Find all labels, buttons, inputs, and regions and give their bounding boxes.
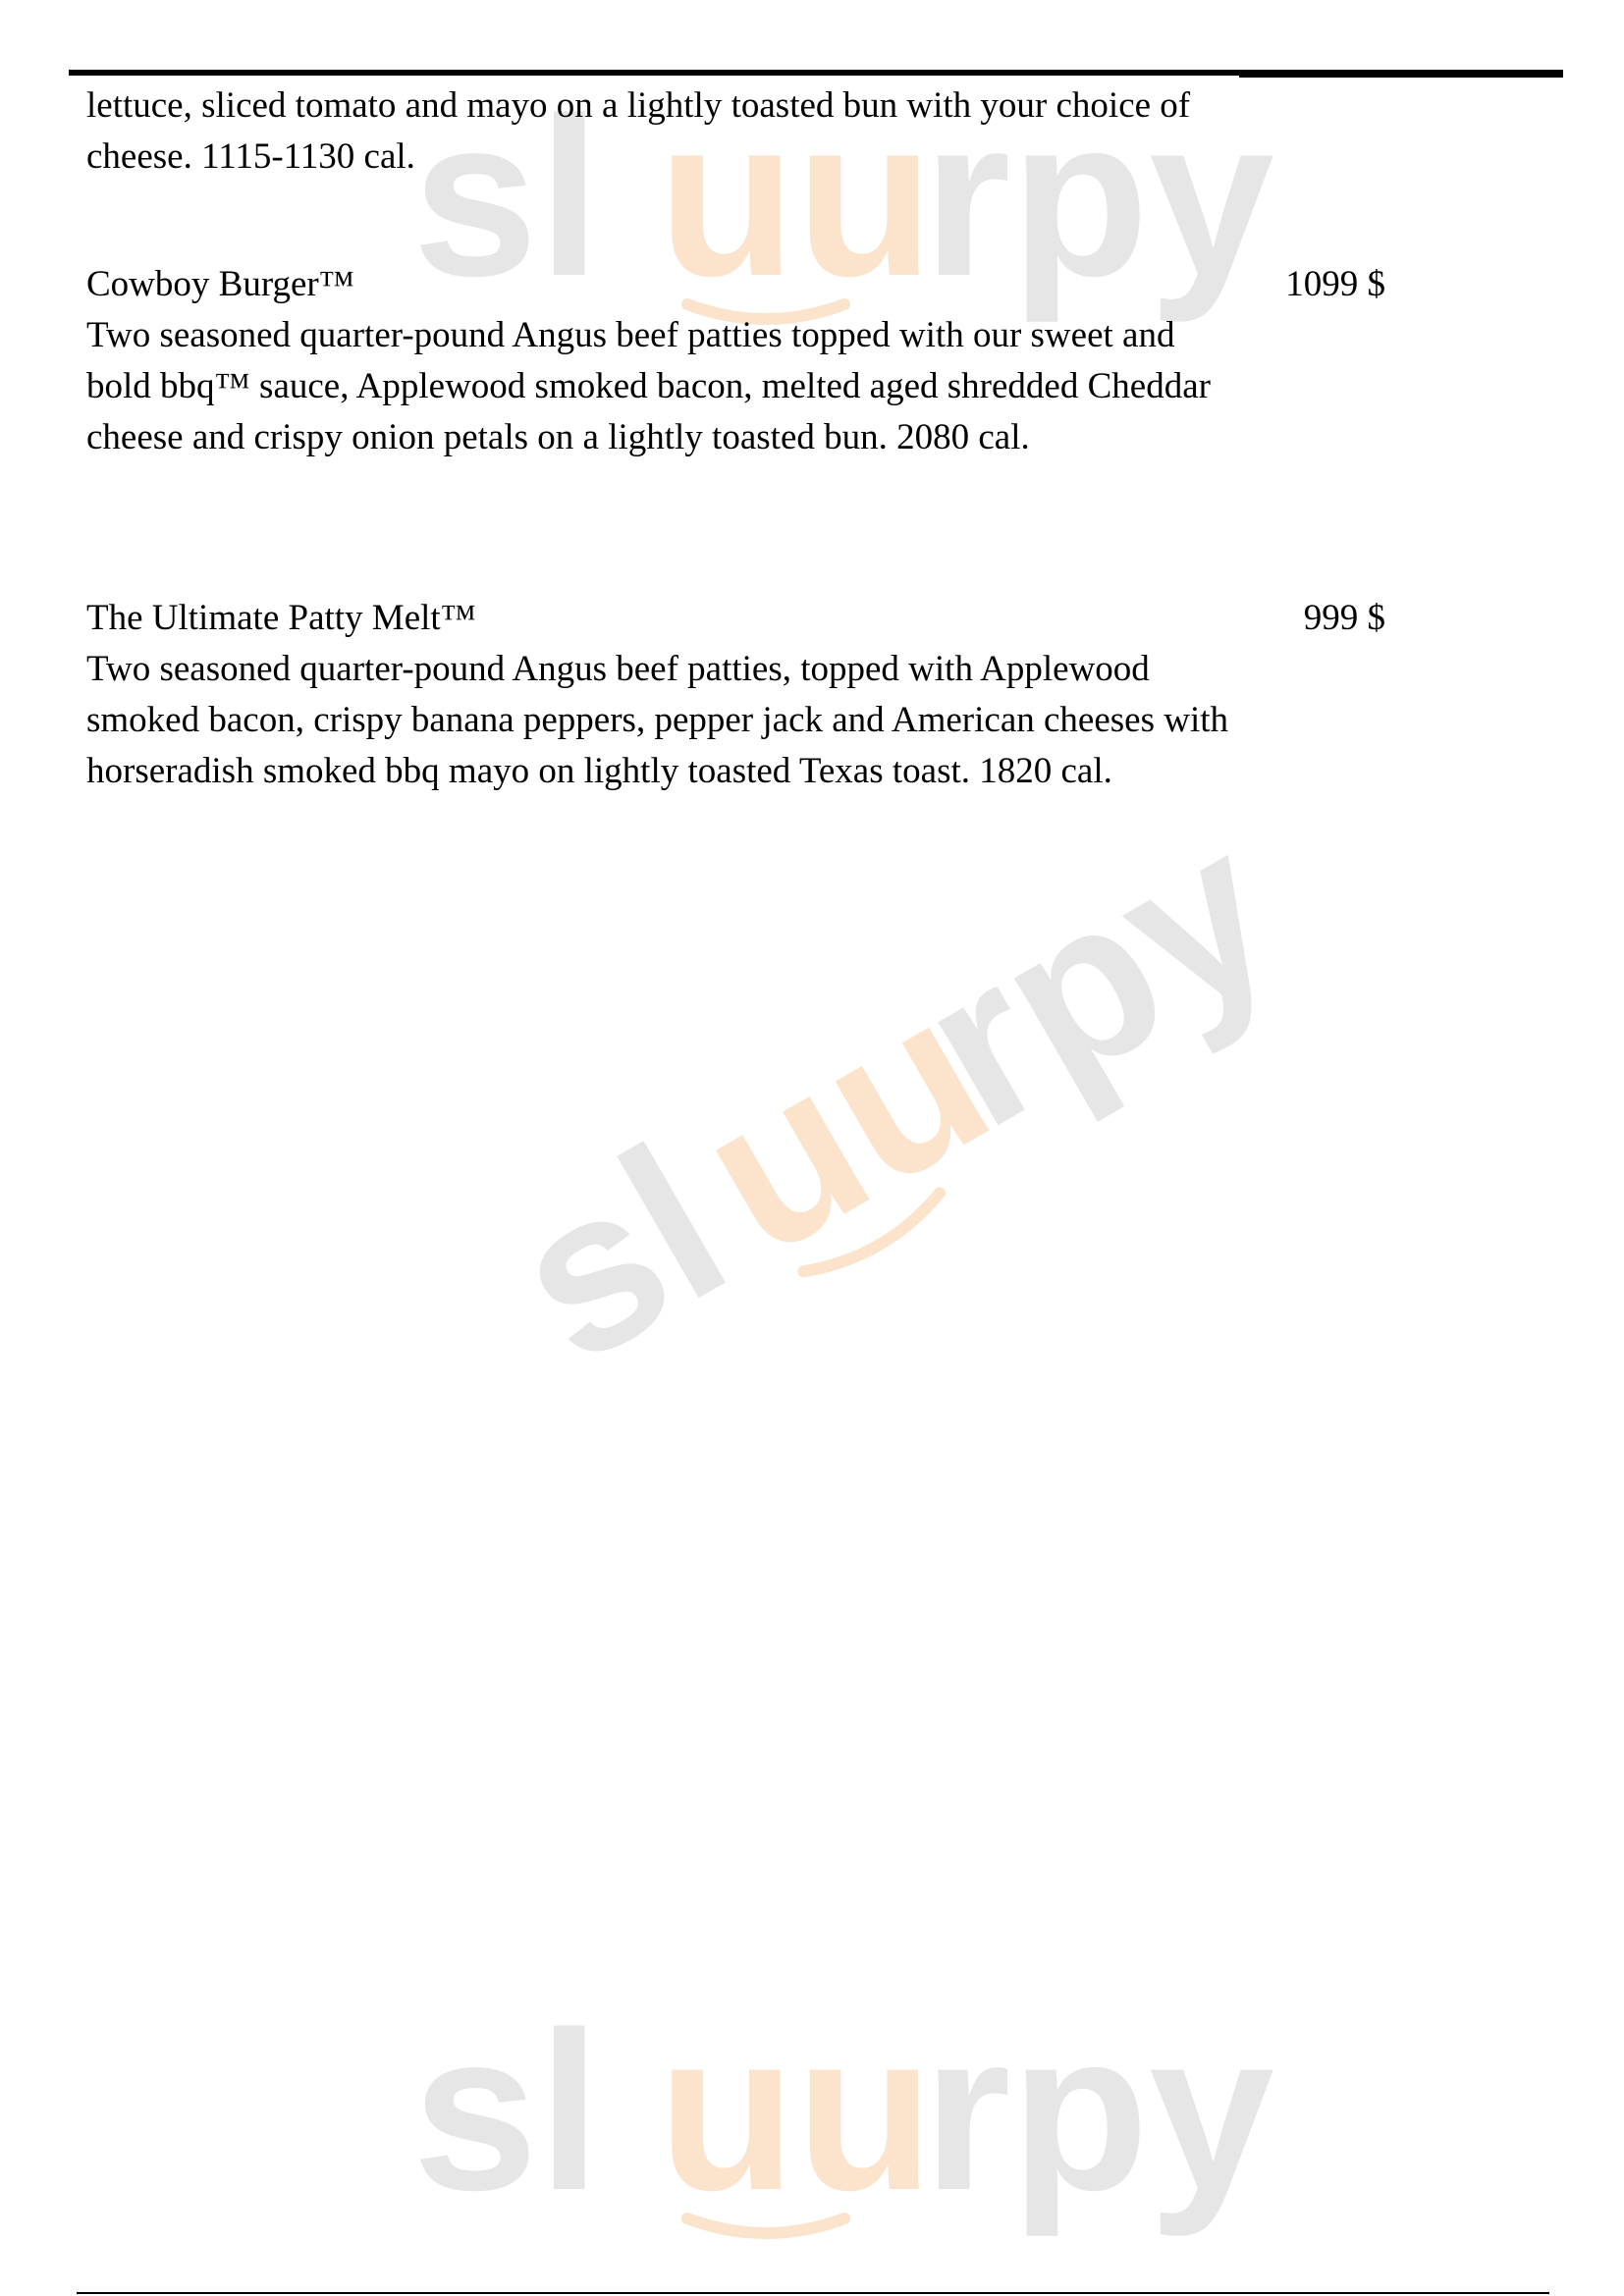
svg-text:rpy: rpy	[923, 1985, 1274, 2237]
menu-item-description: Two seasoned quarter-pound Angus beef patties, topped with Applewood smoked bacon, crispy banana peppers, pepper jack and American cheeses with horseradish smoked bbq mayo on lightly toasted Texas toast. 1820 cal.	[86, 649, 1229, 791]
svg-text:sl: sl	[412, 1985, 601, 2237]
svg-text:uu: uu	[658, 1985, 934, 2237]
svg-text:sl: sl	[473, 1097, 764, 1411]
bottom-rule	[77, 2292, 1549, 2294]
menu-item-name: The Ultimate Patty Melt™	[86, 598, 476, 638]
svg-text:rpy: rpy	[882, 780, 1314, 1175]
svg-text:rpy: rpy	[923, 71, 1274, 323]
svg-text:sl: sl	[412, 71, 601, 323]
watermark-logo-bottom	[393, 1953, 1274, 2268]
svg-text:uu: uu	[661, 945, 1027, 1303]
menu-item-name: Cowboy Burger™	[86, 264, 354, 304]
menu-item-price: 1099 $	[1285, 264, 1385, 304]
watermark-logo-middle	[461, 780, 1314, 1443]
top-rule-accent	[1239, 76, 1563, 78]
continued-description: lettuce, sliced tomato and mayo on a lightly toasted bun with your choice of cheese. 1115-1130 cal.	[86, 85, 1191, 177]
menu-item-price: 999 $	[1303, 598, 1385, 638]
menu-item-description: Two seasoned quarter-pound Angus beef patties topped with our sweet and bold bbq™ sauce, Applewood smoked bacon, melted aged shredded Cheddar cheese and crispy onion petals on a lightly toasted bun. 2080 cal.	[86, 315, 1211, 457]
svg-text:uu: uu	[658, 71, 934, 323]
